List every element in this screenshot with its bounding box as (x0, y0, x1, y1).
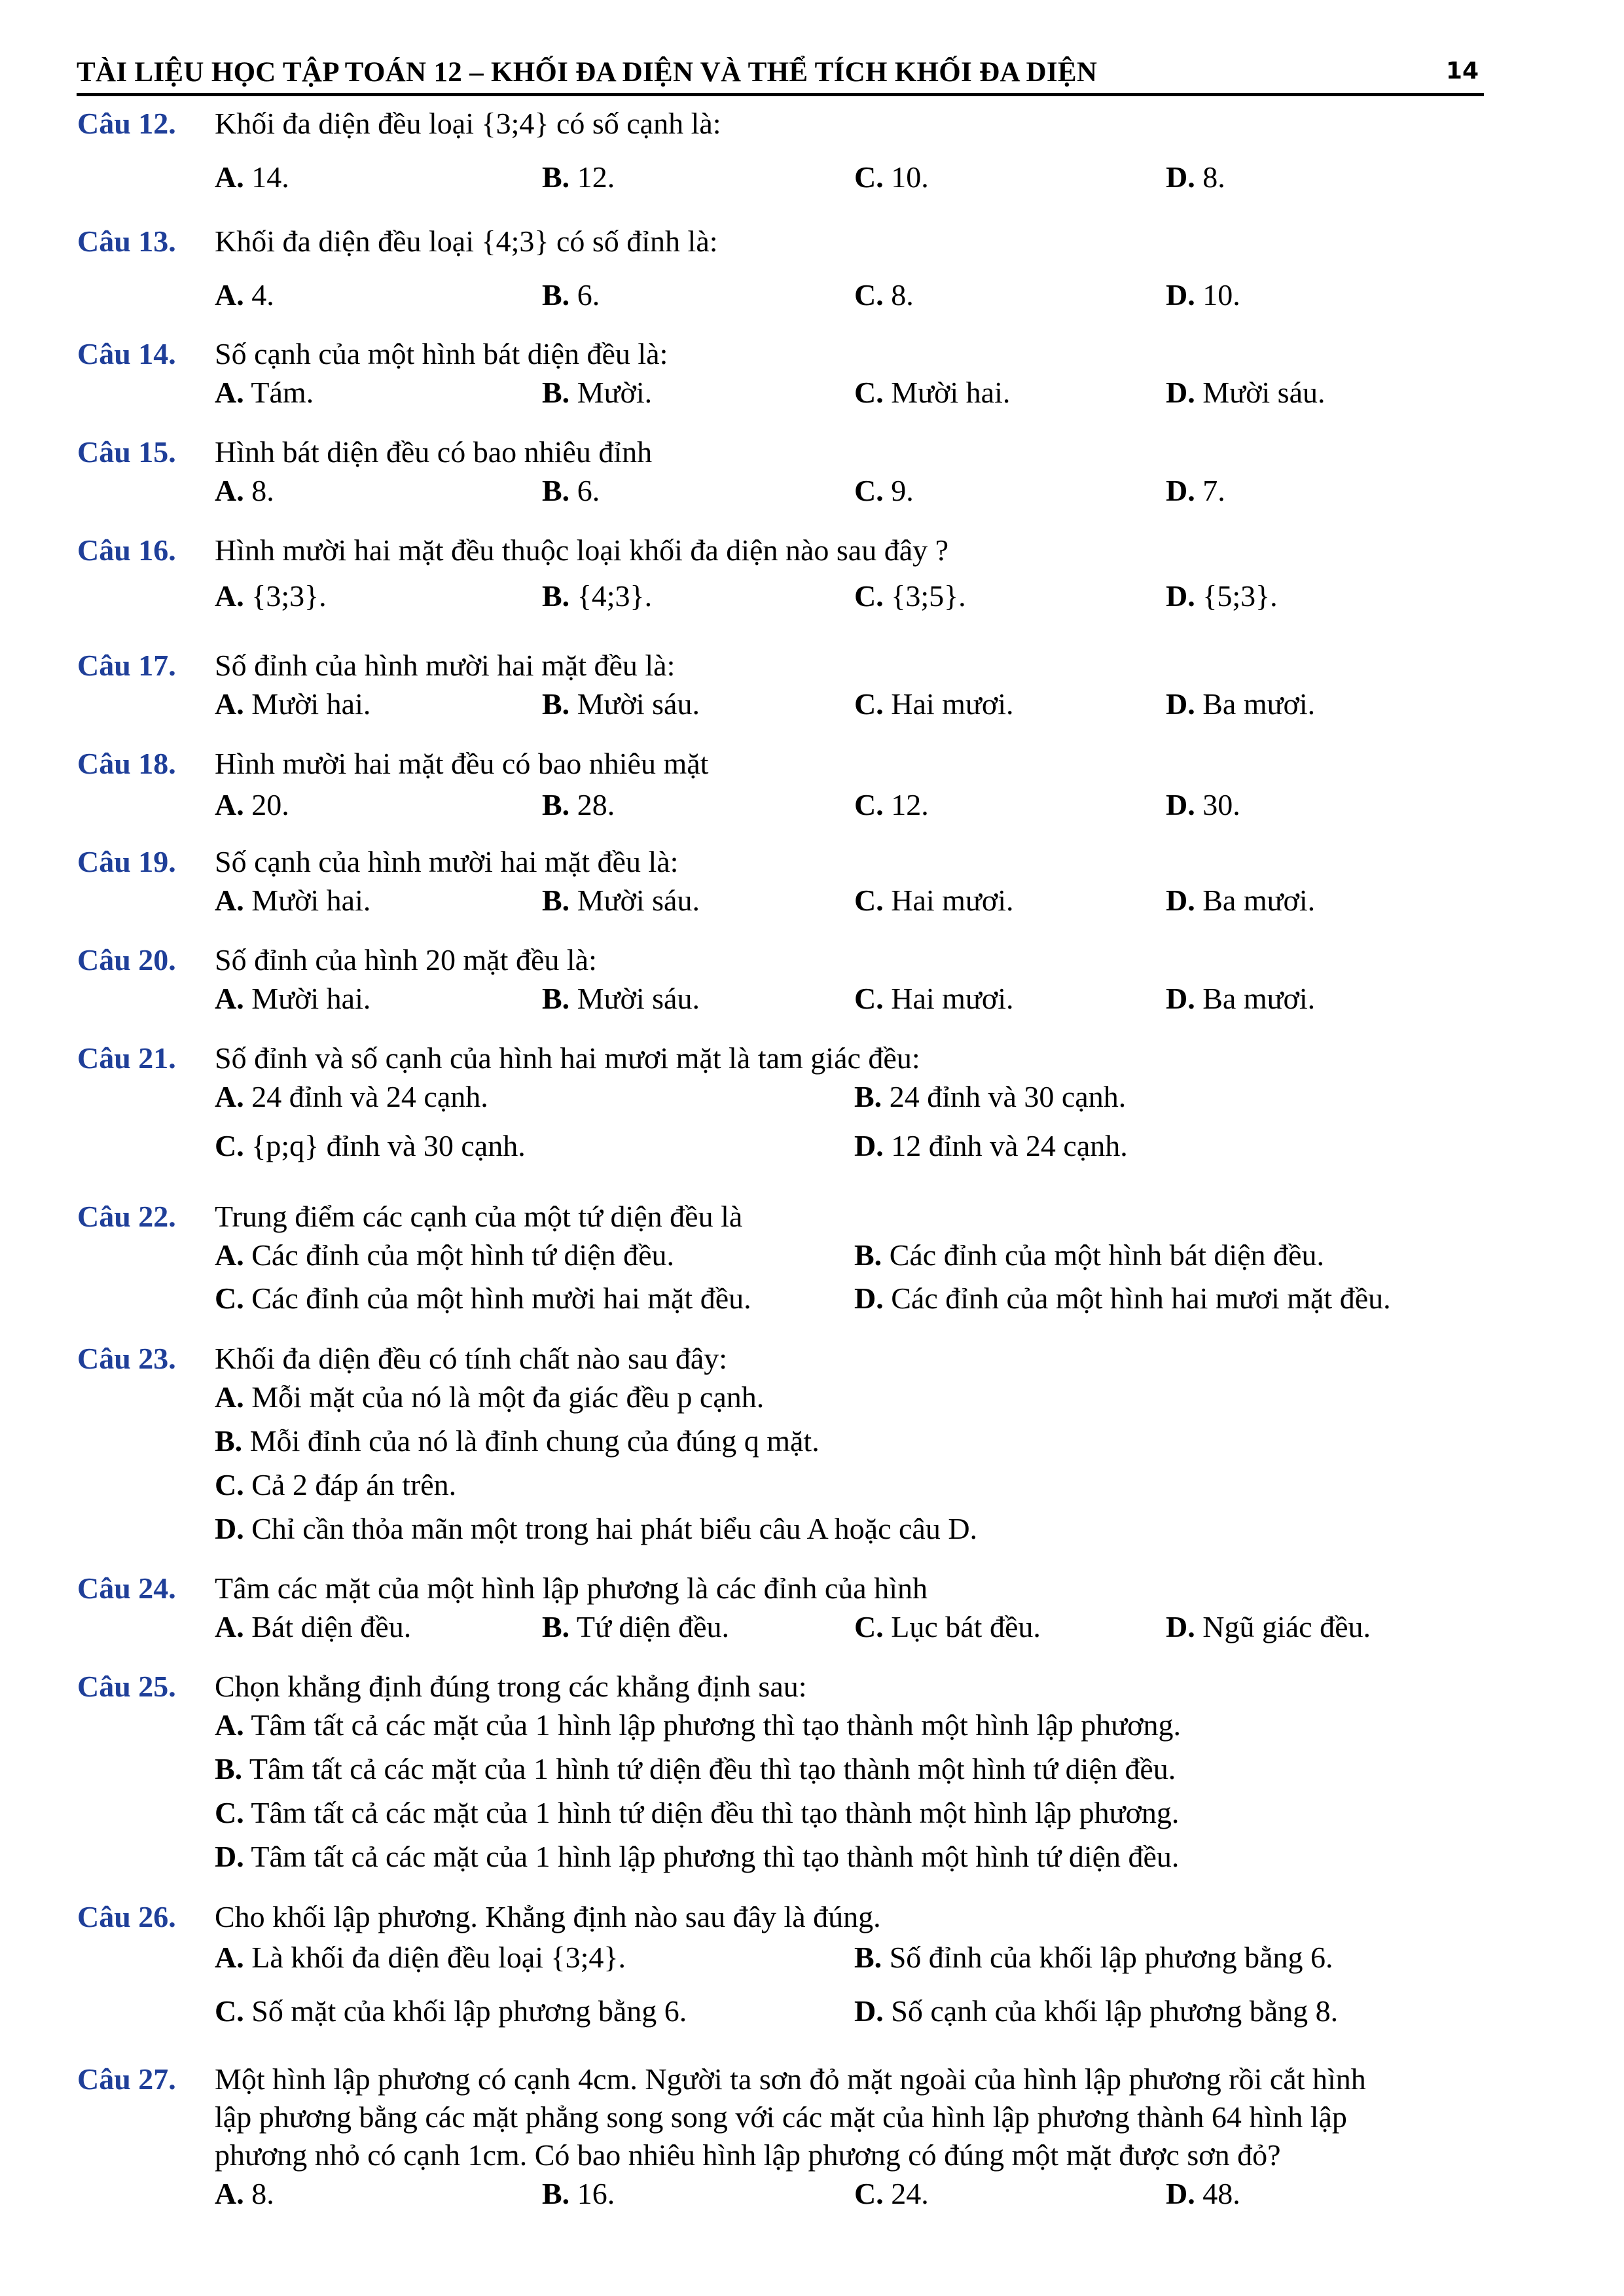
option-c: C. Mười hai. (854, 376, 1011, 409)
question-21 (77, 1039, 1485, 1168)
question-label: Câu 18. (77, 747, 176, 780)
option-d: D. 48. (1166, 2177, 1240, 2210)
question-text: Số cạnh của một hình bát diện đều là: (215, 337, 668, 370)
question-text: Số đỉnh của hình 20 mặt đều là: (215, 943, 597, 977)
option-a: A. Mỗi mặt của nó là một đa giác đều p cạnh. (215, 1380, 765, 1414)
option-c: C. {3;5}. (854, 579, 966, 613)
option-a: A. Mười hai. (215, 982, 371, 1015)
question-20 (77, 941, 1485, 1018)
question-15 (77, 433, 1485, 511)
question-label: Câu 20. (77, 943, 176, 977)
option-d: D. Ngũ giác đều. (1166, 1610, 1371, 1643)
option-c: C. Hai mươi. (854, 687, 1014, 721)
option-c: C. 24. (854, 2177, 929, 2210)
question-text-line-1: Một hình lập phương có cạnh 4cm. Người ta sơn đỏ mặt ngoài của hình lập phương rồi cắt hình (215, 2062, 1366, 2096)
option-c: C. Lục bát đều. (854, 1610, 1041, 1643)
question-24 (77, 1570, 1485, 1647)
option-c: C. 8. (854, 278, 914, 312)
option-b: B. 6. (542, 278, 600, 312)
option-b: B. {4;3}. (542, 579, 653, 613)
option-b: B. Mười. (542, 376, 653, 409)
header-title: TÀI LIỆU HỌC TẬP TOÁN 12 – KHỐI ĐA DIỆN VÀ THỂ TÍCH KHỐI ĐA DIỆN (77, 57, 1098, 88)
question-text: Khối đa diện đều có tính chất nào sau đây: (215, 1342, 728, 1375)
option-c: C. Hai mươi. (854, 982, 1014, 1015)
question-text: Số đỉnh và số cạnh của hình hai mươi mặt là tam giác đều: (215, 1041, 920, 1075)
question-label: Câu 25. (77, 1670, 176, 1703)
option-b: B. Mười sáu. (542, 687, 700, 721)
option-a: A. Các đỉnh của một hình tứ diện đều. (215, 1238, 675, 1272)
question-text-line-2: lập phương bằng các mặt phẳng song song với các mặt của hình lập phương thành 64 hình lập (215, 2100, 1347, 2134)
option-c: C. {p;q} đỉnh và 30 cạnh. (215, 1129, 526, 1162)
question-label: Câu 26. (77, 1900, 176, 1933)
question-text: Hình mười hai mặt đều thuộc loại khối đa diện nào sau đây ? (215, 533, 949, 567)
option-c: C. Hai mươi. (854, 884, 1014, 917)
option-d: D. 7. (1166, 474, 1225, 507)
question-23 (77, 1340, 1485, 1549)
option-d: D. {5;3}. (1166, 579, 1278, 613)
question-text: Trung điểm các cạnh của một tứ diện đều là (215, 1200, 743, 1233)
option-b: B. 6. (542, 474, 600, 507)
option-d: D. 30. (1166, 788, 1240, 821)
option-a: A. Bát diện đều. (215, 1610, 412, 1643)
option-a: A. 14. (215, 160, 289, 194)
option-b: B. Tâm tất cả các mặt của 1 hình tứ diện đều thì tạo thành một hình tứ diện đều. (215, 1752, 1176, 1785)
option-b: B. Tứ diện đều. (542, 1610, 730, 1643)
option-c: C. Các đỉnh của một hình mười hai mặt đều. (215, 1282, 751, 1315)
option-d: D. Ba mươi. (1166, 982, 1316, 1015)
question-label: Câu 22. (77, 1200, 176, 1233)
question-text-line-3: phương nhỏ có cạnh 1cm. Có bao nhiêu hình lập phương có đúng một mặt được sơn đỏ? (215, 2138, 1281, 2172)
option-d: D. Ba mươi. (1166, 687, 1316, 721)
question-label: Câu 12. (77, 107, 176, 140)
question-label: Câu 13. (77, 224, 176, 258)
option-d: D. Số cạnh của khối lập phương bằng 8. (854, 1994, 1339, 2028)
question-26 (77, 1898, 1485, 2033)
option-a: A. 4. (215, 278, 274, 312)
question-17 (77, 647, 1485, 724)
option-c: C. Số mặt của khối lập phương bằng 6. (215, 1994, 687, 2028)
option-d: D. Chỉ cần thỏa mãn một trong hai phát biểu câu A hoặc câu D. (215, 1512, 978, 1545)
question-label: Câu 21. (77, 1041, 176, 1075)
option-b: B. 28. (542, 788, 615, 821)
question-text: Tâm các mặt của một hình lập phương là các đỉnh của hình (215, 1571, 928, 1605)
question-label: Câu 15. (77, 435, 176, 469)
page-header (77, 52, 1484, 96)
question-text: Khối đa diện đều loại {4;3} có số đỉnh là: (215, 224, 718, 258)
option-d: D. Tâm tất cả các mặt của 1 hình lập phương thì tạo thành một hình tứ diện đều. (215, 1840, 1180, 1873)
option-d: D. Ba mươi. (1166, 884, 1316, 917)
question-label: Câu 27. (77, 2062, 176, 2096)
question-label: Câu 19. (77, 845, 176, 878)
option-d: D. 10. (1166, 278, 1240, 312)
question-label: Câu 23. (77, 1342, 176, 1375)
option-c: C. 12. (854, 788, 929, 821)
option-c: C. 9. (854, 474, 914, 507)
option-b: B. Các đỉnh của một hình bát diện đều. (854, 1238, 1324, 1272)
question-text: Chọn khẳng định đúng trong các khẳng định sau: (215, 1670, 807, 1703)
question-label: Câu 17. (77, 649, 176, 682)
option-a: A. Là khối đa diện đều loại {3;4}. (215, 1941, 626, 1974)
option-a: A. {3;3}. (215, 579, 327, 613)
option-b: B. 12. (542, 160, 615, 194)
question-22 (77, 1198, 1485, 1318)
question-text: Hình mười hai mặt đều có bao nhiêu mặt (215, 747, 709, 780)
page-number: 14 (1445, 58, 1479, 84)
option-c: C. Tâm tất cả các mặt của 1 hình tứ diện đều thì tạo thành một hình lập phương. (215, 1796, 1180, 1829)
question-text: Khối đa diện đều loại {3;4} có số cạnh là: (215, 107, 721, 140)
option-a: A. Mười hai. (215, 884, 371, 917)
option-c: C. 10. (854, 160, 929, 194)
option-b: B. Số đỉnh của khối lập phương bằng 6. (854, 1941, 1333, 1974)
option-a: A. 8. (215, 474, 274, 507)
question-13 (77, 223, 1485, 317)
question-text: Cho khối lập phương. Khẳng định nào sau đây là đúng. (215, 1900, 881, 1933)
question-text: Số đỉnh của hình mười hai mặt đều là: (215, 649, 676, 682)
question-25 (77, 1668, 1485, 1876)
option-d: D. Các đỉnh của một hình hai mươi mặt đều. (854, 1282, 1391, 1315)
option-d: D. 12 đỉnh và 24 cạnh. (854, 1129, 1128, 1162)
question-text: Số cạnh của hình mười hai mặt đều là: (215, 845, 679, 878)
option-c: C. Cả 2 đáp án trên. (215, 1468, 457, 1501)
question-label: Câu 14. (77, 337, 176, 370)
option-b: B. Mười sáu. (542, 982, 700, 1015)
option-b: B. 16. (542, 2177, 615, 2210)
option-a: A. Tâm tất cả các mặt của 1 hình lập phương thì tạo thành một hình lập phương. (215, 1708, 1182, 1742)
question-text: Hình bát diện đều có bao nhiêu đỉnh (215, 435, 653, 469)
option-d: D. 8. (1166, 160, 1225, 194)
option-a: A. 20. (215, 788, 289, 821)
option-a: A. 8. (215, 2177, 274, 2210)
option-d: D. Mười sáu. (1166, 376, 1326, 409)
question-19 (77, 843, 1485, 920)
option-b: B. 24 đỉnh và 30 cạnh. (854, 1080, 1127, 1113)
option-a: A. Mười hai. (215, 687, 371, 721)
option-b: B. Mỗi đỉnh của nó là đỉnh chung của đúng q mặt. (215, 1424, 820, 1458)
question-12 (77, 105, 1485, 199)
option-b: B. Mười sáu. (542, 884, 700, 917)
question-27 (77, 2060, 1485, 2214)
question-18 (77, 745, 1485, 825)
option-a: A. 24 đỉnh và 24 cạnh. (215, 1080, 488, 1113)
question-14 (77, 335, 1485, 412)
question-16 (77, 531, 1485, 618)
question-label: Câu 16. (77, 533, 176, 567)
question-label: Câu 24. (77, 1571, 176, 1605)
option-a: A. Tám. (215, 376, 314, 409)
